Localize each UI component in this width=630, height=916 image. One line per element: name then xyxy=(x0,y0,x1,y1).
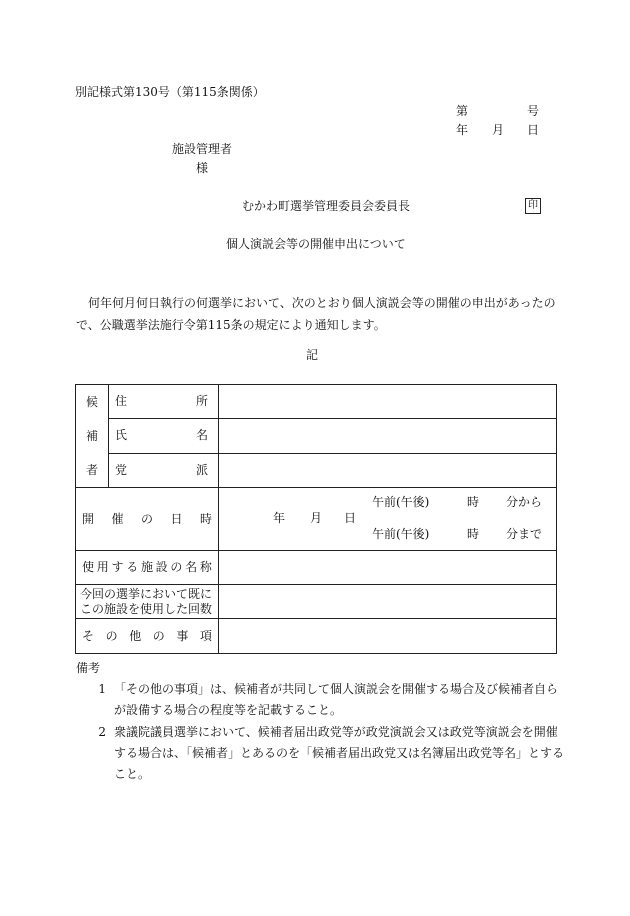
other-matters-field[interactable] xyxy=(219,619,557,654)
dt-hour-end: 時 xyxy=(467,527,480,541)
body-paragraph: 何年何月何日執行の何選挙において、次のとおり個人演説会等の開催の申出があったので、公職選挙法施行令第115条の規定により通知します。 xyxy=(76,296,556,332)
facility-name-label: 使 用 す る 施 設 の 名 称 xyxy=(76,551,219,585)
note-text: 衆議院議員選挙において、候補者届出政党等が政党演説会又は政党等演説会を開催する場合は、「候補者」とあるのを「候補者届出政党又は名簿届出政党等名」とすること。 xyxy=(114,725,565,781)
other-row xyxy=(76,619,557,654)
notes-heading: 備考 xyxy=(76,661,101,675)
date-day: 日 xyxy=(527,123,540,137)
party-row xyxy=(76,453,557,487)
name-row xyxy=(76,419,557,453)
sender-name: むかわ町選挙管理委員会委員長 xyxy=(242,199,411,213)
ki-label: 記 xyxy=(306,348,319,362)
dt-day: 日 xyxy=(344,511,357,525)
note-number: 2 xyxy=(98,725,106,739)
dt-month: 月 xyxy=(310,511,323,525)
candidate-char: 候 xyxy=(85,395,98,409)
other-matters-label: そ の 他 の 事 項 xyxy=(76,619,219,654)
number-suffix: 号 xyxy=(527,104,540,118)
seal-mark: 印 xyxy=(525,198,541,214)
datetime-label: 開 催 の 日 時 xyxy=(76,488,219,551)
datetime-row xyxy=(76,488,557,551)
candidate-char: 者 xyxy=(85,463,98,477)
form-number: 別記様式第130号（第115条関係） xyxy=(75,85,265,99)
recipient: 施設管理者 xyxy=(172,142,233,156)
party-field[interactable] xyxy=(219,453,557,487)
notes-section xyxy=(76,658,566,785)
dt-hour-start: 時 xyxy=(467,495,480,509)
dt-ampm-end: 午前(午後) xyxy=(372,527,430,541)
address-field[interactable] xyxy=(219,385,557,419)
date-month: 月 xyxy=(492,123,505,137)
times-used-field[interactable] xyxy=(219,585,557,619)
times-used-label: 今回の選挙において既に この施設を使用した回数 xyxy=(76,585,219,619)
dt-from: 分から xyxy=(506,495,543,509)
name-label: 氏 名 xyxy=(109,419,219,453)
note-item xyxy=(76,679,566,721)
address-row xyxy=(76,385,557,419)
number-prefix: 第 xyxy=(456,104,469,118)
note-item xyxy=(76,722,566,785)
candidate-char: 補 xyxy=(85,429,98,443)
address-label: 住 所 xyxy=(109,385,219,419)
times-used-row xyxy=(76,585,557,619)
note-number: 1 xyxy=(98,682,106,696)
name-field[interactable] xyxy=(219,419,557,453)
dt-to: 分まで xyxy=(506,527,543,541)
document-title: 個人演説会等の開催申出について xyxy=(226,237,406,251)
date-year: 年 xyxy=(456,123,469,137)
facility-row xyxy=(76,551,557,585)
party-label: 党 派 xyxy=(109,453,219,487)
facility-name-field[interactable] xyxy=(219,551,557,585)
dt-ampm-start: 午前(午後) xyxy=(372,495,430,509)
application-table xyxy=(75,384,557,654)
note-text: 「その他の事項」は、候補者が共同して個人演説会を開催する場合及び候補者自らが設備する場合の程度等を記載すること。 xyxy=(114,682,559,717)
honorific: 様 xyxy=(196,161,209,175)
candidate-group-label xyxy=(76,385,109,488)
dt-year: 年 xyxy=(273,511,286,525)
datetime-field[interactable] xyxy=(219,488,557,551)
